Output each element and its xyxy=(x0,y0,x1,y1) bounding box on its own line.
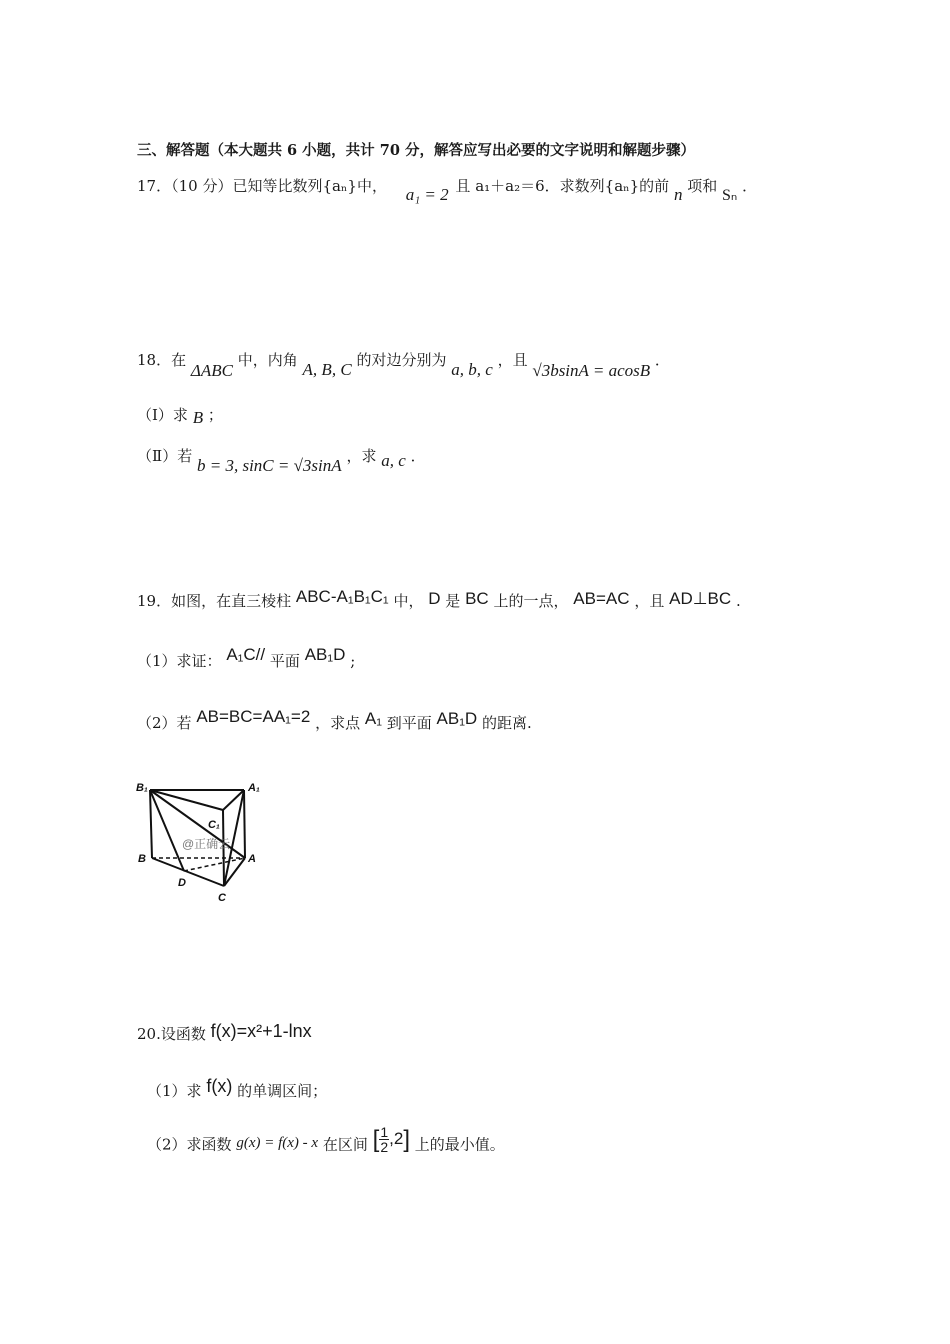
q20-part2-function: g(x) = f(x) - x xyxy=(236,1134,319,1151)
label-b1: B₁ xyxy=(136,782,148,794)
q19-part2-to: 到平面 xyxy=(386,714,432,732)
q19-prefix: 19．如图，在直三棱柱 xyxy=(137,592,292,610)
q18-angles: A, B, C xyxy=(302,360,352,379)
q17-mid: 项和 xyxy=(687,177,718,195)
q19-equal-sides: AB=AC xyxy=(573,589,630,608)
q18-part1-label: （Ⅰ）求 xyxy=(137,406,188,424)
q18-triangle: ΔABC xyxy=(190,361,233,380)
q19-part2-mid: ，求点 xyxy=(315,714,361,732)
q18-part2-mid: ，求 xyxy=(346,447,377,465)
question-17 xyxy=(137,176,758,204)
q19-text-3: 上的一点， xyxy=(493,592,569,610)
q18-part2-vars: a, c xyxy=(381,451,406,470)
q18-text-2: 的对边分别为 xyxy=(356,351,447,369)
figure-watermark: @正确云 xyxy=(182,837,231,851)
q20-prefix: 20.设函数 xyxy=(137,1025,206,1043)
q17-condition-a1: a₁ = 2 xyxy=(405,185,449,204)
label-b: B xyxy=(138,853,146,865)
q19-part2-point: A₁ xyxy=(364,709,382,728)
q18-sides: a, b, c xyxy=(451,360,493,379)
q18-part2-end: ． xyxy=(410,447,426,465)
q19-part1-plane: 平面 xyxy=(269,652,300,670)
q18-prefix: 18．在 xyxy=(137,351,187,369)
label-d: D xyxy=(178,877,186,889)
label-a1: A₁ xyxy=(248,782,260,794)
q20-part1-end: 的单调区间； xyxy=(237,1082,328,1100)
q19-part-1 xyxy=(137,645,356,671)
label-a: A xyxy=(248,853,256,865)
q19-part-2 xyxy=(137,707,532,733)
q20-part2-label: （2）求函数 xyxy=(147,1135,232,1154)
q19-point-d: D xyxy=(428,589,441,608)
q18-part-2 xyxy=(137,446,426,475)
label-c1: C₁ xyxy=(208,819,220,831)
q17-condition-sum: 且 a₁＋a₂＝6．求数列{aₙ}的前 xyxy=(455,177,670,195)
q19-text-4: ，且 xyxy=(634,592,665,610)
question-19 xyxy=(137,587,741,611)
q19-part2-end: 的距离. xyxy=(482,714,532,732)
q17-n: n xyxy=(673,185,683,204)
q20-part2-mid: 在区间 xyxy=(322,1135,368,1154)
edge-b-c xyxy=(152,858,224,886)
q20-interval-numerator: 1 xyxy=(380,1124,389,1140)
edge-b1-b xyxy=(150,790,152,858)
q20-part-2 xyxy=(147,1124,505,1160)
q20-function: f(x)=x²+1-lnx xyxy=(210,1021,312,1041)
q17-prefix: 17．（10 分）已知等比数列{aₙ}中， xyxy=(137,177,387,195)
q17-end: ． xyxy=(742,177,758,195)
q20-part2-end: 上的最小值。 xyxy=(414,1135,505,1154)
edge-a1-a xyxy=(244,790,245,858)
q18-part1-var: B xyxy=(192,408,204,427)
q19-prism: ABC-A₁B₁C₁ xyxy=(295,587,389,606)
q18-text-3: ，且 xyxy=(497,351,528,369)
q20-interval-fraction xyxy=(379,1125,389,1154)
question-20 xyxy=(137,1023,312,1044)
label-c: C xyxy=(218,892,226,904)
prism-figure xyxy=(132,776,272,908)
q19-part2-condition: AB=BC=AA₁=2 xyxy=(196,707,311,726)
q20-interval-right: 2 xyxy=(393,1128,404,1148)
q17-sn: Sₙ xyxy=(722,187,738,204)
q18-part-1 xyxy=(137,405,223,425)
q19-text-5: . xyxy=(735,592,741,610)
q19-segment-bc: BC xyxy=(465,589,489,608)
q18-condition: √3bsinA = acosB xyxy=(532,361,651,380)
q19-part1-expr: A₁C// xyxy=(226,645,266,664)
question-18 xyxy=(137,350,670,380)
section-heading: 三、解答题（本大题共 6 小题，共计 70 分，解答应写出必要的文字说明和解题步骤） xyxy=(137,142,695,159)
q18-part1-end: ； xyxy=(207,406,223,424)
q19-text-2: 是 xyxy=(445,592,461,610)
q19-part1-label: （1）求证： xyxy=(137,652,222,670)
q20-part1-label: （1）求 xyxy=(147,1082,202,1100)
q19-part1-plane-name: AB₁D xyxy=(304,645,346,664)
q19-text-1: 中， xyxy=(393,592,424,610)
q20-interval: [ $\frac{1}{2}$ ,2] xyxy=(372,1124,410,1155)
q19-part2-label: （2）若 xyxy=(137,714,192,732)
q18-text-1: 中，内角 xyxy=(237,351,298,369)
q20-interval-denominator: 2 xyxy=(380,1139,389,1155)
q18-part2-label: （Ⅱ）若 xyxy=(137,447,193,465)
q19-part1-end: ; xyxy=(350,652,356,670)
q19-part2-plane: AB₁D xyxy=(436,709,478,728)
q19-perpendicular: AD⊥BC xyxy=(669,589,732,608)
q20-part1-function: f(x) xyxy=(206,1076,233,1096)
q18-part2-condition: b = 3, sinC = √3sinA xyxy=(196,456,342,475)
q20-part-1 xyxy=(147,1076,328,1101)
q18-text-4: ． xyxy=(654,351,670,369)
